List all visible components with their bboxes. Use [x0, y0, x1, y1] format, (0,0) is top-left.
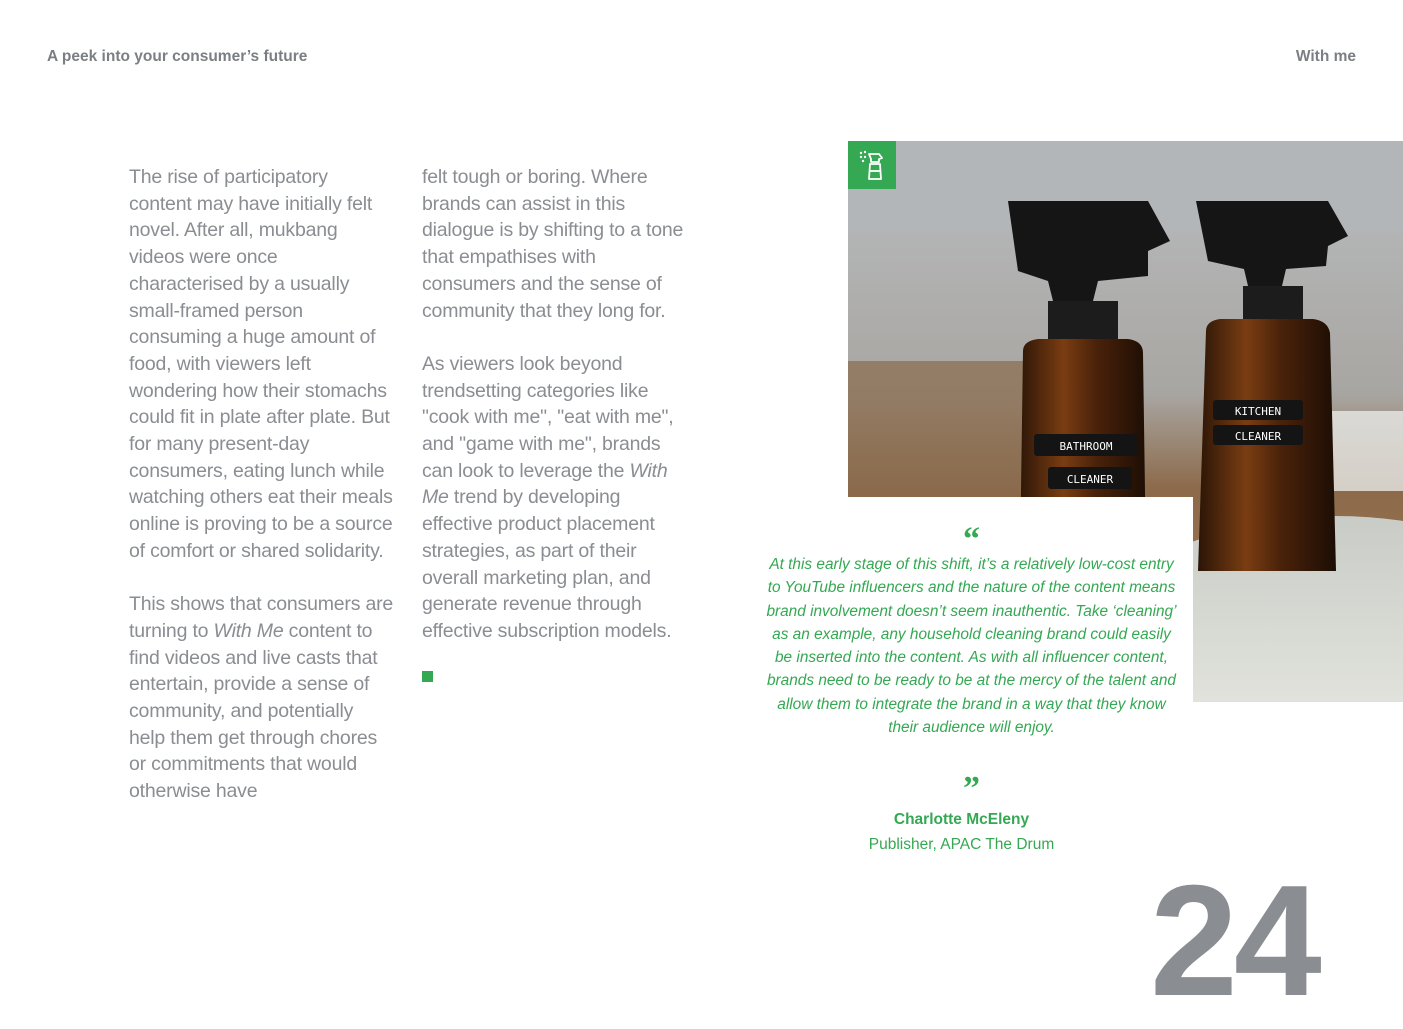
paragraph: As viewers look beyond trendsetting categories like "cook with me", "eat with me", and "game with me", brands can look to leverage the With Me trend by developing effective product placement strategies, as part of their overall marketing plan, and generate revenue through effective subscription models. — [422, 352, 674, 642]
svg-text:BATHROOM: BATHROOM — [1059, 440, 1113, 453]
emphasis-with-me: With Me — [422, 459, 668, 509]
quote-author: Charlotte McEleny — [893, 811, 1030, 828]
pull-quote — [750, 497, 1193, 877]
quote-text: At this early stage of this shift, it’s a relatively low-cost entry to YouTube influencers and the nature of the content means brand involvement doesn’t seem inauthentic. Take ‘cleaning’ as an example, any household cleaning brand could easily be inserted into the content. As with all influencer content, brands need to be ready to be at the mercy of the talent and allow them to integrate the brand in a way that they know their audience will enjoy. — [766, 556, 1177, 737]
paragraph: This shows that consumers are turning to With Me content to find videos and live casts that entertain, provide a sense of community, and potentially help them get through chores or commitments that would otherwise have — [129, 593, 394, 803]
emphasis-with-me: With Me — [213, 619, 284, 642]
close-quote-icon: ” — [963, 770, 980, 807]
paragraph: The rise of participatory content may have initially felt novel. After all, mukbang videos were once characterised by a usually small-framed person consuming a huge amount of food, with viewers left wondering how their stomachs could fit in plate after plate. But for many present-day consumers, eating lunch while watching others eat their meals online is proving to be a source of comfort or shared solidarity. — [129, 166, 393, 562]
svg-text:KITCHEN: KITCHEN — [1234, 405, 1282, 418]
spray-bottle-glyph — [857, 149, 887, 181]
body-column-2 — [422, 164, 687, 682]
svg-text:CLEANER: CLEANER — [1234, 430, 1282, 443]
chapter-title: With me — [1295, 48, 1356, 65]
svg-text:CLEANER: CLEANER — [1066, 473, 1114, 486]
open-quote-icon: “ — [963, 521, 980, 558]
end-marker-square — [422, 671, 433, 682]
spray-bottle-icon — [848, 141, 896, 189]
quote-author-role: Publisher, APAC The Drum — [868, 836, 1055, 853]
body-column-1 — [129, 164, 394, 832]
page-number: 24 — [1150, 853, 1318, 1029]
section-title: A peek into your consumer’s future — [47, 48, 308, 65]
paragraph: felt tough or boring. Where brands can assist in this dialogue is by shifting to a tone that empathises with consumers and the sense of community that they long for. — [422, 166, 684, 322]
